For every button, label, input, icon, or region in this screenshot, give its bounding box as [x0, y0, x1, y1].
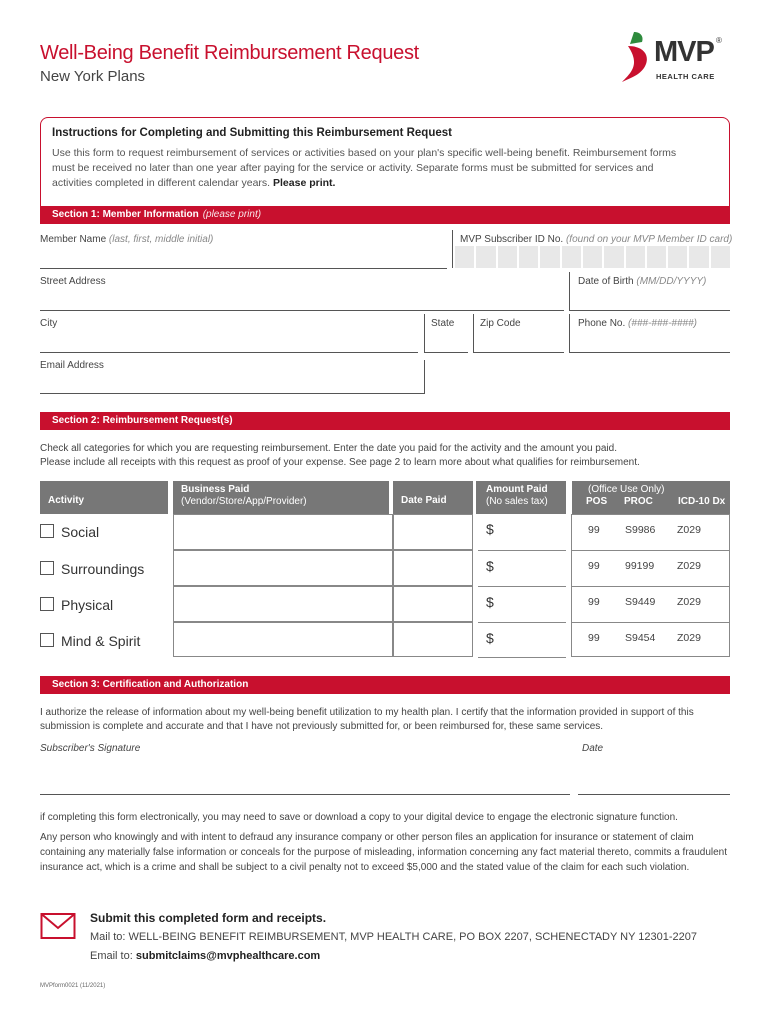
amount-input-mind-spirit[interactable] — [478, 657, 566, 658]
col-activity: Activity — [40, 481, 168, 514]
instructions-body: Use this form to request reimbursement of services or activities based on your plan's specific well-being benefit. Reimbursement forms must be received no later than one year after paying for the service or activity. Separate forms must be submitted for services and activities completed in different calendar years. — [52, 147, 677, 189]
logo-subtext: HEALTH CARE — [656, 72, 715, 81]
divider — [572, 550, 730, 551]
section1-title: Section 1: Member Information — [52, 209, 199, 220]
dob-label — [578, 276, 706, 287]
proc-surroundings: 99199 — [625, 560, 655, 572]
divider — [572, 586, 730, 587]
icd-surroundings: Z029 — [677, 560, 701, 572]
subscriber-id-label — [460, 234, 732, 245]
col-business — [173, 481, 389, 514]
zip-label: Zip Code — [480, 318, 521, 329]
email-address[interactable]: submitclaims@mvphealthcare.com — [135, 950, 321, 962]
city-field[interactable] — [40, 352, 418, 353]
col-proc: PROC — [624, 496, 653, 507]
signature-label: Subscriber's Signature — [40, 743, 141, 754]
amount-input-physical[interactable] — [478, 622, 566, 623]
form-id: MVPform0021 (11/2021) — [40, 983, 106, 989]
col-business-hint: (Vendor/Store/App/Provider) — [181, 496, 307, 507]
business-input-physical[interactable] — [173, 586, 393, 622]
page-title: Well-Being Benefit Reimbursement Request — [40, 42, 419, 64]
instructions-title: Instructions for Completing and Submitting this Reimbursement Request — [52, 127, 452, 139]
divider — [452, 230, 453, 268]
phone-hint: (###-###-####) — [628, 318, 697, 329]
col-business-title: Business Paid — [181, 484, 250, 495]
divider — [473, 314, 474, 352]
date-input-physical[interactable] — [393, 586, 473, 622]
checkbox-surroundings[interactable] — [40, 561, 54, 575]
pos-surroundings: 99 — [588, 560, 600, 572]
section2-text-2: Please include all receipts with this request as proof of your expense. See page 2 to learn more about what qualifies for reimbursement. — [40, 457, 640, 468]
row-label-mind-spirit: Mind & Spirit — [61, 633, 141, 649]
member-name-field[interactable] — [40, 268, 447, 269]
subscriber-id-text: MVP Subscriber ID No. — [460, 234, 564, 245]
col-date: Date Paid — [393, 481, 473, 514]
logo-registered: ® — [716, 36, 722, 45]
col-amount-hint: (No sales tax) — [486, 496, 548, 507]
proc-social: S9986 — [625, 524, 656, 536]
section1-note: (please print) — [202, 209, 262, 220]
instructions-text — [52, 146, 692, 191]
divider — [569, 272, 570, 310]
submit-title: Submit this completed form and receipts. — [90, 911, 327, 925]
subscriber-id-input[interactable] — [455, 246, 730, 268]
checkbox-social[interactable] — [40, 524, 54, 538]
section2-header: Section 2: Reimbursement Request(s) — [40, 412, 730, 430]
checkbox-mind-spirit[interactable] — [40, 633, 54, 647]
date-input-surroundings[interactable] — [393, 550, 473, 586]
section3-text: I authorize the release of information about my well-being benefit utilization to my health plan. I certify that the information provided in support of this submission is complete and accurate and that I have not previously submitted for, or been reimbursed for, these same services. — [40, 707, 694, 732]
business-input-social[interactable] — [173, 514, 393, 550]
business-input-surroundings[interactable] — [173, 550, 393, 586]
subscriber-id-hint: (found on your MVP Member ID card) — [565, 234, 733, 245]
zip-field[interactable] — [473, 352, 564, 353]
fraud-notice: Any person who knowingly and with intent to defraud any insurance company or other person files an application for insurance or statement of claim containing any materially false information or conceals for the purpose of misleading, information concerning any fact material thereto, commits a fraudulent insurance act, which is a crime and shall be subject to a civil penalty not to exceed $5,000 and the stated value of the claim for each such violation. — [40, 832, 728, 873]
amount-input-surroundings[interactable] — [478, 586, 566, 587]
page-subtitle: New York Plans — [40, 68, 146, 85]
electronic-note: if completing this form electronically, you may need to save or download a copy to your digital device to engage the electronic signature function. — [40, 812, 678, 823]
member-name-text: Member Name — [40, 234, 107, 245]
currency-physical: $ — [486, 594, 494, 610]
date-input-mind-spirit[interactable] — [393, 622, 473, 657]
section1-header — [40, 206, 730, 224]
business-input-mind-spirit[interactable] — [173, 622, 393, 657]
email-line — [90, 950, 320, 962]
checkbox-physical[interactable] — [40, 597, 54, 611]
pos-social: 99 — [588, 524, 600, 536]
divider — [424, 314, 425, 352]
col-office-title: (Office Use Only) — [588, 484, 665, 495]
phone-text: Phone No. — [578, 318, 626, 329]
currency-mind-spirit: $ — [486, 630, 494, 646]
icd-social: Z029 — [677, 524, 701, 536]
col-icd: ICD-10 Dx — [678, 496, 726, 507]
pos-physical: 99 — [588, 596, 600, 608]
member-name-label — [40, 234, 213, 245]
currency-surroundings: $ — [486, 558, 494, 574]
envelope-icon — [40, 910, 76, 940]
instructions-emphasis: Please print. — [273, 177, 336, 189]
pos-mind-spirit: 99 — [588, 632, 600, 644]
row-label-surroundings: Surroundings — [61, 561, 145, 577]
col-pos: POS — [586, 496, 608, 507]
row-label-social: Social — [61, 524, 100, 540]
divider — [424, 360, 425, 394]
proc-mind-spirit: S9454 — [625, 632, 656, 644]
member-name-hint: (last, first, middle initial) — [108, 234, 214, 245]
email-label: Email Address — [40, 360, 104, 371]
street-address-field[interactable] — [40, 310, 564, 311]
row-label-physical: Physical — [61, 597, 114, 613]
proc-physical: S9449 — [625, 596, 656, 608]
col-amount-title: Amount Paid — [486, 484, 548, 495]
icd-physical: Z029 — [677, 596, 701, 608]
divider — [569, 314, 570, 352]
city-label: City — [40, 318, 58, 329]
amount-input-social[interactable] — [478, 550, 566, 551]
date-label: Date — [582, 743, 604, 754]
signature-field[interactable] — [40, 794, 570, 795]
mvp-swoosh-icon — [620, 30, 654, 86]
dob-hint: (MM/DD/YYYY) — [636, 276, 707, 287]
phone-label — [578, 318, 697, 329]
email-field[interactable] — [40, 393, 424, 394]
date-input-social[interactable] — [393, 514, 473, 550]
section3-header: Section 3: Certification and Authorization — [40, 676, 730, 694]
section2-text-1: Check all categories for which you are requesting reimbursement. Enter the date you paid for the activity and the amount you paid. — [40, 443, 617, 454]
mvp-logo — [620, 30, 740, 86]
state-label: State — [431, 318, 455, 329]
street-address-label: Street Address — [40, 276, 106, 287]
date-field[interactable] — [578, 794, 730, 795]
col-amount — [476, 481, 566, 514]
dob-text: Date of Birth — [578, 276, 634, 287]
currency-social: $ — [486, 521, 494, 537]
logo-text: MVP — [654, 36, 714, 68]
mail-address: Mail to: WELL-BEING BENEFIT REIMBURSEMENT, MVP HEALTH CARE, PO BOX 2207, SCHENECTADY NY 12301-2207 — [90, 931, 698, 943]
state-field[interactable] — [424, 352, 468, 353]
col-office — [572, 481, 730, 514]
icd-mind-spirit: Z029 — [677, 632, 701, 644]
phone-field[interactable] — [569, 352, 730, 353]
divider — [572, 622, 730, 623]
email-label-text: Email to: — [90, 950, 133, 962]
dob-field[interactable] — [569, 310, 730, 311]
